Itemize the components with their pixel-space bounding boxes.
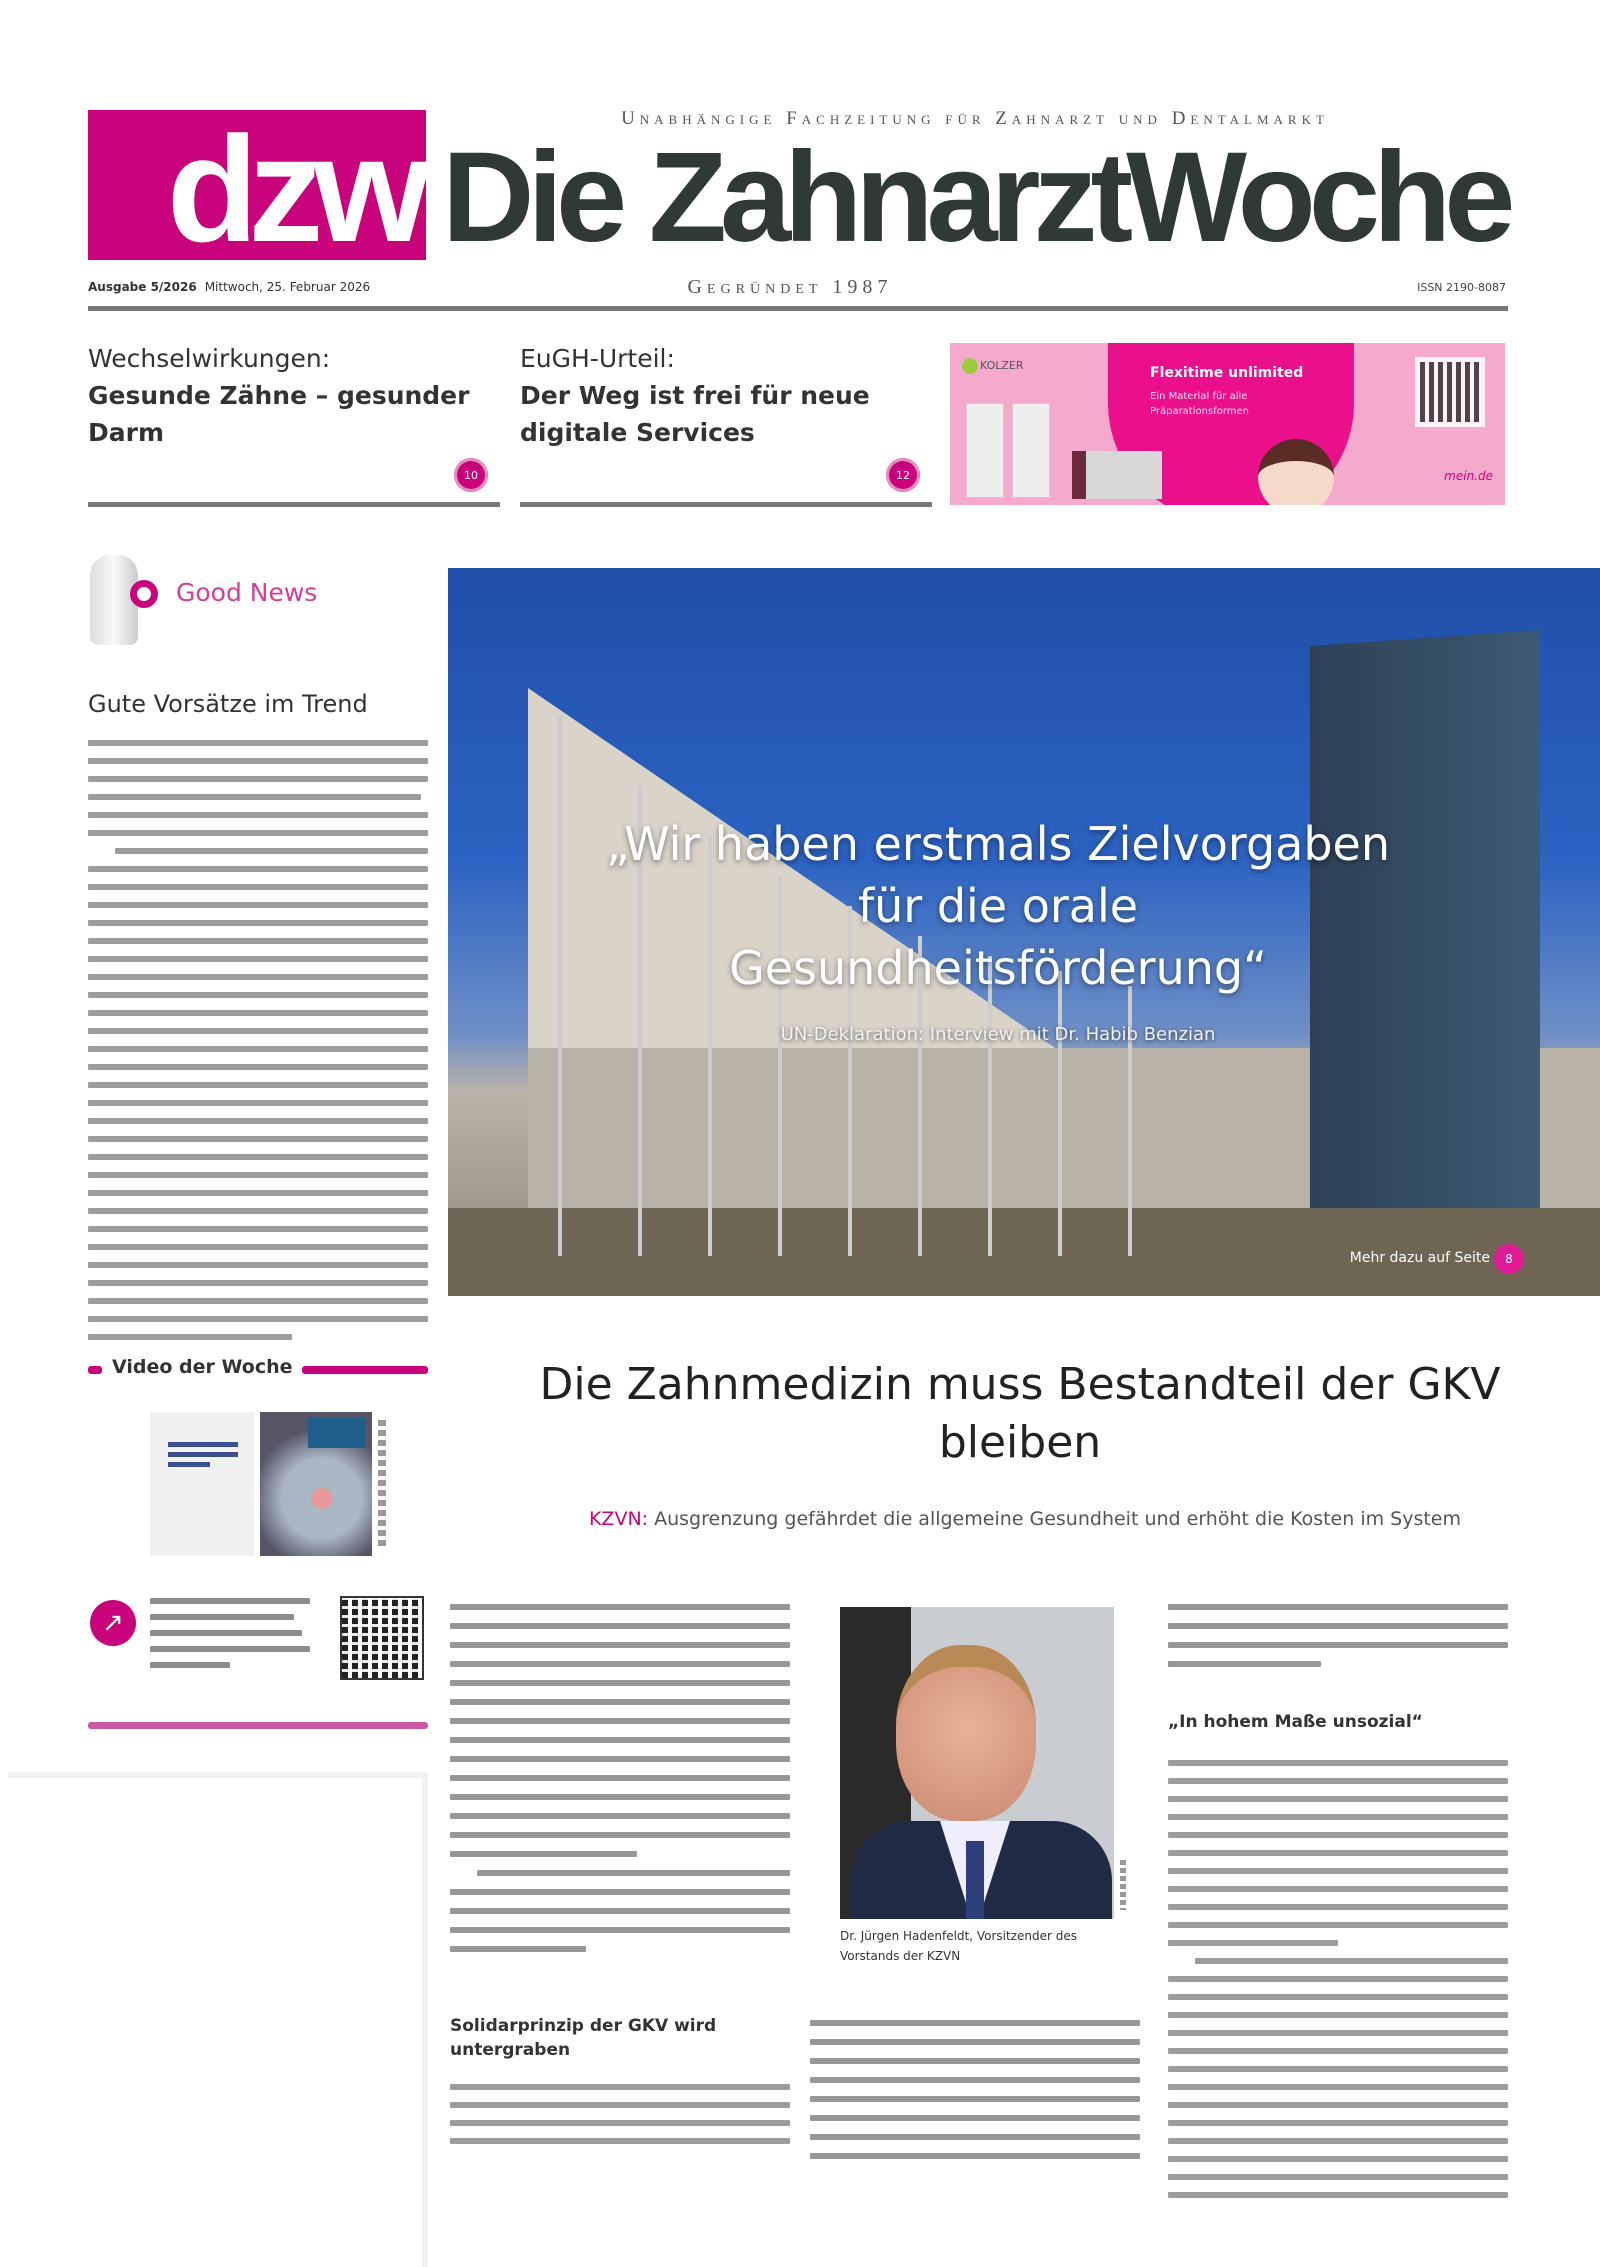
video-qr-code[interactable] [340, 1596, 424, 1680]
video-rule [88, 1722, 428, 1729]
logo-text: dzw [166, 110, 420, 260]
good-news-icon [130, 580, 158, 608]
subhead-unsozial: „In hohem Maße unsozial“ [1168, 1712, 1423, 1732]
video-teaser [150, 1598, 310, 1678]
video-dash [88, 1366, 102, 1374]
article-column-3 [1168, 1604, 1508, 1680]
teaser-title: Der Weg ist frei für neue digitale Services [520, 381, 870, 447]
video-thumbnail-slide[interactable] [150, 1412, 254, 1556]
video-bar [302, 1366, 428, 1374]
article-headline: Die Zahnmedizin muss Bestandteil der GKV bleiben [539, 1359, 1501, 1468]
flagpole [1058, 971, 1062, 1256]
flagpole [558, 716, 562, 1256]
teaser-pre: Wechselwirkungen: [88, 344, 331, 373]
article-deck [540, 1504, 1510, 1534]
teaser-rule [88, 502, 500, 507]
article-column-1 [450, 1604, 790, 1965]
good-news-title: Gute Vorsätze im Trend [88, 690, 368, 718]
arrow-link-icon[interactable]: ↗ [90, 1600, 136, 1646]
ad-site: mein.de [1444, 469, 1493, 483]
photo-credit [1120, 1860, 1126, 1910]
page-badge[interactable]: 10 [454, 458, 488, 492]
flagpole [988, 956, 992, 1256]
subhead-solidarprinzip: Solidarprinzip der GKV wird untergraben [450, 2016, 717, 2060]
teaser-wechselwirkungen[interactable] [88, 340, 500, 510]
empty-panel [8, 1772, 428, 2267]
portrait-photo [840, 1607, 1114, 1919]
mascot-face-icon [1258, 439, 1334, 505]
qr-code-icon [1415, 357, 1485, 427]
photo-caption: Dr. Jürgen Hadenfeldt, Vorsitzender des Vorstands der KZVN [840, 1929, 1077, 1963]
issue-number: Ausgabe 5/2026 [88, 280, 197, 294]
hero-more-link[interactable]: Mehr dazu auf Seite [1349, 1250, 1490, 1266]
dzw-logo [88, 110, 426, 260]
brand-dot-icon [962, 358, 978, 374]
good-news-label: Good News [176, 578, 318, 607]
article-column-2 [810, 2020, 1140, 2172]
product-box-icon [1072, 451, 1162, 499]
issn: ISSN 2190-8087 [1417, 281, 1506, 294]
founded-year: Gegründet 1987 [687, 276, 893, 298]
good-news-body [88, 740, 428, 1352]
masthead-rule [88, 306, 1508, 311]
video-of-week-label: Video der Woche [112, 1356, 293, 1378]
product-pack-icon [1012, 403, 1050, 498]
publication-title: Die ZahnarztWoche [442, 126, 1509, 269]
deck-text: Ausgrenzung gefährdet die allgemeine Gesundheit und erhöht die Kosten im System [654, 1508, 1462, 1530]
hero-image[interactable] [448, 568, 1600, 1296]
page-badge[interactable]: 12 [886, 458, 920, 492]
ad-text: Ein Material für alle Präparationsformen [1150, 391, 1249, 417]
ad-headline: Flexitime unlimited [1150, 365, 1304, 381]
article-column-1b [450, 2084, 790, 2156]
hero-subline: UN-Deklaration: Interview mit Dr. Habib Benzian [780, 1024, 1216, 1045]
issue-date: Mittwoch, 25. Februar 2026 [204, 280, 371, 294]
issue-info [88, 280, 370, 294]
product-pack-icon [966, 403, 1004, 498]
video-thumbnail-image[interactable] [260, 1412, 372, 1556]
hero-page-badge[interactable]: 8 [1494, 1244, 1524, 1274]
image-credit [378, 1420, 386, 1550]
article-column-3b [1168, 1760, 1508, 2210]
teaser-rule [520, 502, 932, 507]
teaser-pre: EuGH-Urteil: [520, 344, 675, 373]
tagline: Unabhängige Fachzeitung für Zahnarzt und Dentalmarkt [621, 108, 1329, 129]
teaser-title: Gesunde Zähne – gesunder Darm [88, 381, 470, 447]
teaser-eugh-urteil[interactable] [520, 340, 932, 510]
ad-brand: KOLZER [980, 359, 1024, 372]
hero-quote: „Wir haben erstmals Zielvorgaben für die orale Gesundheitsförderung“ [605, 817, 1391, 995]
advertisement-banner[interactable] [950, 343, 1505, 505]
deck-prefix: KZVN: [588, 1508, 649, 1530]
